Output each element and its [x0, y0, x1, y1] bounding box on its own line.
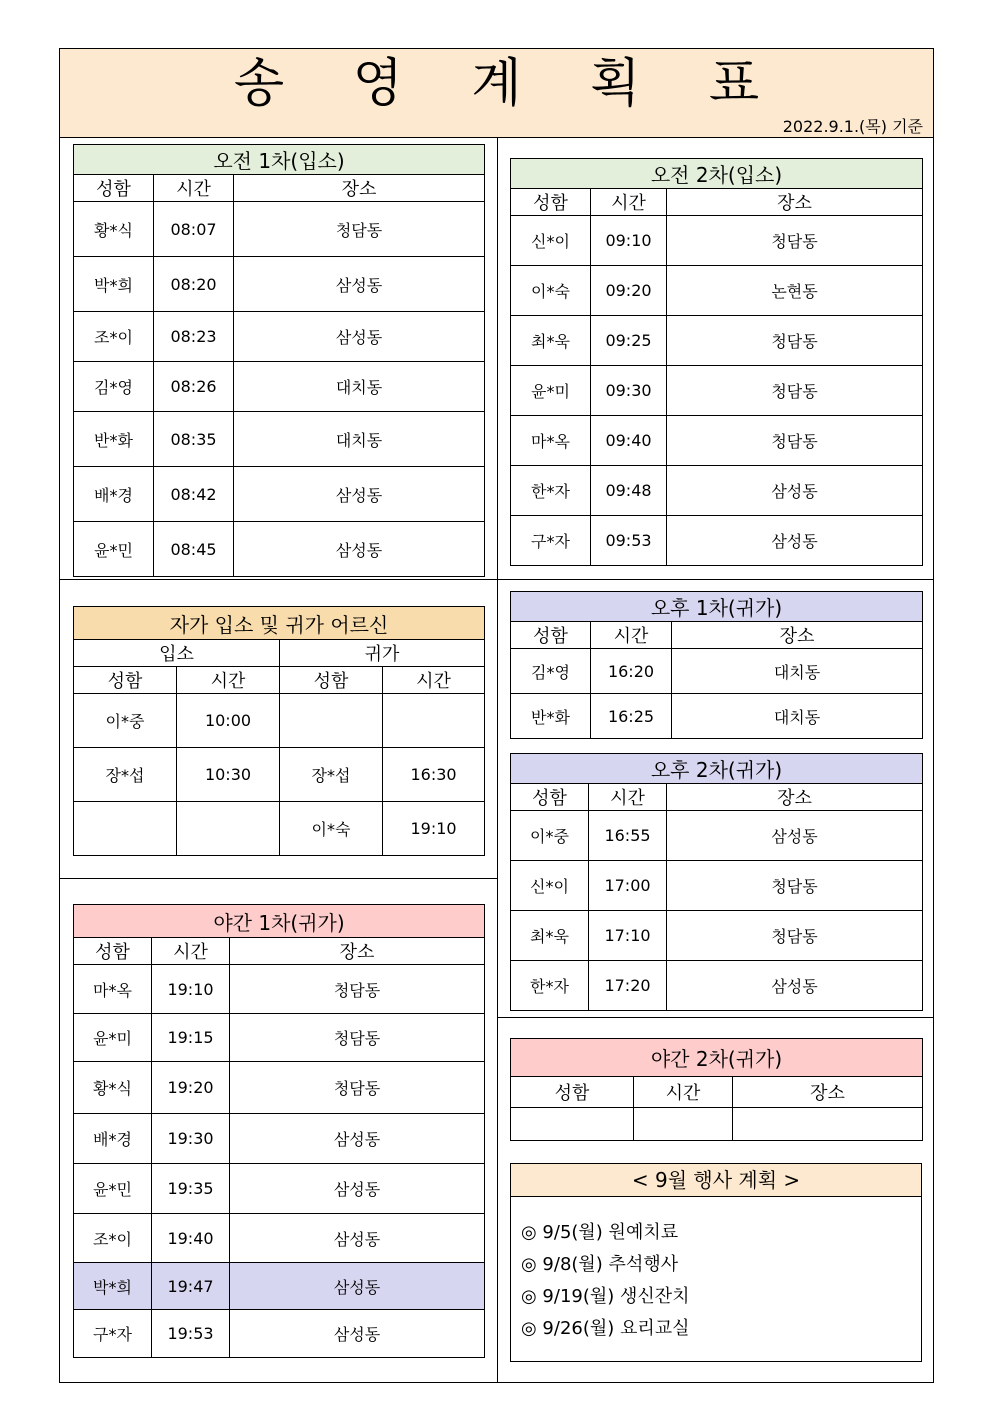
- col-name-header: 성함: [74, 667, 177, 694]
- section-divider-left-2: [60, 878, 497, 879]
- place-cell: 삼성동: [667, 516, 923, 566]
- event-item: ◎ 9/19(월) 생신잔치: [521, 1286, 690, 1307]
- time-cell: 16:55: [589, 811, 667, 861]
- table-row: [74, 1014, 485, 1062]
- time-cell: 09:48: [591, 466, 667, 516]
- time-cell: 16:25: [591, 694, 672, 739]
- table-row: [511, 316, 923, 366]
- time-cell: 16:20: [591, 649, 672, 694]
- name-cell: 조*이: [74, 1214, 152, 1263]
- name-cell: 이*중: [511, 811, 589, 861]
- time-cell: 19:47: [152, 1263, 230, 1310]
- section-divider-right-2: [497, 1017, 934, 1018]
- place-cell: 청담동: [230, 1062, 485, 1114]
- col-name-header: 성함: [511, 622, 591, 649]
- col-time-header: 시간: [152, 938, 230, 965]
- place-cell: 청담동: [230, 1014, 485, 1062]
- table-row: [74, 748, 485, 802]
- name-cell: 황*식: [74, 1062, 152, 1114]
- place-cell: 대치동: [234, 412, 485, 467]
- table-row: [511, 216, 923, 266]
- am2-title: 오전 2차(입소): [511, 159, 923, 189]
- name-cell: 조*이: [74, 312, 154, 362]
- name-cell: 윤*미: [74, 1014, 152, 1062]
- time-cell: 10:30: [177, 748, 280, 802]
- table-row: [511, 1108, 923, 1141]
- col-name-header: 성함: [511, 784, 589, 811]
- table-row: [74, 522, 485, 577]
- table-row: [511, 366, 923, 416]
- time-cell: [177, 802, 280, 856]
- time-cell: 19:10: [152, 965, 230, 1014]
- time-cell: [383, 694, 485, 748]
- name-cell: 이*숙: [511, 266, 591, 316]
- place-cell: 청담동: [667, 861, 923, 911]
- table-row: [74, 1310, 485, 1358]
- place-cell: 대치동: [672, 694, 923, 739]
- name-cell: 박*희: [74, 257, 154, 312]
- place-cell: 삼성동: [667, 466, 923, 516]
- pm1-schedule-table: [510, 591, 923, 739]
- place-cell: 삼성동: [230, 1310, 485, 1358]
- table-row: [511, 466, 923, 516]
- name-cell: 박*희: [74, 1263, 152, 1310]
- table-row: [511, 266, 923, 316]
- date-label: 2022.9.1.(목) 기준: [782, 117, 923, 136]
- table-row: [74, 412, 485, 467]
- time-cell: 09:30: [591, 366, 667, 416]
- time-cell: 17:00: [589, 861, 667, 911]
- name-cell: 황*식: [74, 202, 154, 257]
- place-cell: 삼성동: [667, 961, 923, 1011]
- col-time-header: 시간: [154, 175, 234, 202]
- time-cell: 16:30: [383, 748, 485, 802]
- place-cell: [733, 1108, 923, 1141]
- self-title: 자가 입소 및 귀가 어르신: [74, 607, 485, 640]
- header: [60, 49, 933, 138]
- table-row: [74, 257, 485, 312]
- name-cell: 윤*미: [511, 366, 591, 416]
- place-cell: 청담동: [667, 316, 923, 366]
- time-cell: 17:20: [589, 961, 667, 1011]
- place-cell: 대치동: [234, 362, 485, 412]
- table-row: [511, 811, 923, 861]
- name-cell: 구*자: [74, 1310, 152, 1358]
- place-cell: 삼성동: [230, 1114, 485, 1164]
- time-cell: 08:07: [154, 202, 234, 257]
- name-cell: 최*욱: [511, 316, 591, 366]
- col-name-header: 성함: [74, 938, 152, 965]
- pm2-title: 오후 2차(귀가): [511, 754, 923, 784]
- table-row: [511, 961, 923, 1011]
- col-place-header: 장소: [667, 784, 923, 811]
- col-time-header: 시간: [383, 667, 485, 694]
- name-cell: 이*중: [74, 694, 177, 748]
- place-cell: 삼성동: [230, 1164, 485, 1214]
- name-cell: 김*영: [74, 362, 154, 412]
- time-cell: 08:20: [154, 257, 234, 312]
- name-cell: 김*영: [511, 649, 591, 694]
- place-cell: 대치동: [672, 649, 923, 694]
- col-name-header: 성함: [511, 189, 591, 216]
- table-row: [74, 1164, 485, 1214]
- night1-schedule-table: [73, 904, 485, 1358]
- name-cell: 한*자: [511, 961, 589, 1011]
- name-cell: 마*옥: [74, 965, 152, 1014]
- name-cell: 윤*민: [74, 1164, 152, 1214]
- place-cell: 삼성동: [234, 467, 485, 522]
- col-place-header: 장소: [672, 622, 923, 649]
- night2-schedule-table: [510, 1038, 923, 1141]
- events-title: < 9월 행사 계획 >: [511, 1164, 921, 1197]
- name-cell: 최*욱: [511, 911, 589, 961]
- name-cell: 마*옥: [511, 416, 591, 466]
- name-cell: 배*경: [74, 467, 154, 522]
- place-cell: 삼성동: [234, 257, 485, 312]
- col-place-header: 장소: [234, 175, 485, 202]
- place-cell: 삼성동: [667, 811, 923, 861]
- name-cell: 반*화: [74, 412, 154, 467]
- table-row: [74, 202, 485, 257]
- time-cell: 09:53: [591, 516, 667, 566]
- col-time-header: 시간: [591, 622, 672, 649]
- section-divider-right-1: [497, 579, 934, 580]
- name-cell: 이*숙: [280, 802, 383, 856]
- name-cell: 반*화: [511, 694, 591, 739]
- table-row: [74, 965, 485, 1014]
- time-cell: 09:10: [591, 216, 667, 266]
- time-cell: 19:40: [152, 1214, 230, 1263]
- time-cell: 10:00: [177, 694, 280, 748]
- time-cell: 17:10: [589, 911, 667, 961]
- time-cell: 08:26: [154, 362, 234, 412]
- time-cell: 08:35: [154, 412, 234, 467]
- table-row: [511, 416, 923, 466]
- name-cell: 장*섭: [280, 748, 383, 802]
- name-cell: [511, 1108, 634, 1141]
- self-transport-table: [73, 606, 485, 856]
- col-time-header: 시간: [591, 189, 667, 216]
- name-cell: 한*자: [511, 466, 591, 516]
- time-cell: 19:53: [152, 1310, 230, 1358]
- table-row: [74, 1214, 485, 1263]
- section-divider-left-1: [60, 579, 497, 580]
- events-box: [510, 1163, 922, 1362]
- time-cell: 09:40: [591, 416, 667, 466]
- place-cell: 청담동: [230, 965, 485, 1014]
- table-row-highlighted: [74, 1263, 485, 1310]
- name-cell: [280, 694, 383, 748]
- place-cell: 청담동: [667, 366, 923, 416]
- time-cell: 08:23: [154, 312, 234, 362]
- pm2-schedule-table: [510, 753, 923, 1011]
- night2-title: 야간 2차(귀가): [511, 1039, 923, 1077]
- time-cell: 19:15: [152, 1014, 230, 1062]
- table-row: [511, 911, 923, 961]
- name-cell: 신*이: [511, 861, 589, 911]
- place-cell: 삼성동: [234, 312, 485, 362]
- time-cell: 09:20: [591, 266, 667, 316]
- place-cell: 삼성동: [230, 1214, 485, 1263]
- event-item: ◎ 9/26(월) 요리교실: [521, 1318, 690, 1339]
- self-in-header: 입소: [74, 640, 280, 667]
- time-cell: 19:10: [383, 802, 485, 856]
- table-row: [74, 1062, 485, 1114]
- table-row: [74, 467, 485, 522]
- time-cell: 08:45: [154, 522, 234, 577]
- place-cell: 논현동: [667, 266, 923, 316]
- col-place-header: 장소: [667, 189, 923, 216]
- time-cell: [634, 1108, 733, 1141]
- event-item: ◎ 9/8(월) 추석행사: [521, 1254, 679, 1275]
- time-cell: 08:42: [154, 467, 234, 522]
- name-cell: [74, 802, 177, 856]
- place-cell: 삼성동: [230, 1263, 485, 1310]
- place-cell: 청담동: [234, 202, 485, 257]
- table-row: [74, 802, 485, 856]
- table-row: [74, 1114, 485, 1164]
- name-cell: 구*자: [511, 516, 591, 566]
- time-cell: 09:25: [591, 316, 667, 366]
- self-out-header: 귀가: [280, 640, 485, 667]
- place-cell: 청담동: [667, 216, 923, 266]
- night1-title: 야간 1차(귀가): [74, 905, 485, 938]
- table-row: [511, 694, 923, 739]
- col-place-header: 장소: [733, 1077, 923, 1108]
- col-name-header: 성함: [511, 1077, 634, 1108]
- time-cell: 19:30: [152, 1114, 230, 1164]
- col-time-header: 시간: [634, 1077, 733, 1108]
- name-cell: 윤*민: [74, 522, 154, 577]
- table-row: [511, 649, 923, 694]
- am2-schedule-table: [510, 158, 923, 566]
- table-row: [511, 861, 923, 911]
- place-cell: 청담동: [667, 416, 923, 466]
- time-cell: 19:20: [152, 1062, 230, 1114]
- time-cell: 19:35: [152, 1164, 230, 1214]
- pm1-title: 오후 1차(귀가): [511, 592, 923, 622]
- col-time-header: 시간: [177, 667, 280, 694]
- name-cell: 신*이: [511, 216, 591, 266]
- am1-title: 오전 1차(입소): [74, 145, 485, 175]
- place-cell: 청담동: [667, 911, 923, 961]
- event-item: ◎ 9/5(월) 원예치료: [521, 1222, 679, 1243]
- table-row: [511, 516, 923, 566]
- table-row: [74, 694, 485, 748]
- table-row: [74, 362, 485, 412]
- col-place-header: 장소: [230, 938, 485, 965]
- name-cell: 배*경: [74, 1114, 152, 1164]
- col-time-header: 시간: [589, 784, 667, 811]
- am1-schedule-table: [73, 144, 485, 577]
- col-name-header: 성함: [280, 667, 383, 694]
- page-title: 송 영 계 획 표: [233, 54, 786, 114]
- name-cell: 장*섭: [74, 748, 177, 802]
- column-divider: [497, 138, 498, 1383]
- place-cell: 삼성동: [234, 522, 485, 577]
- col-name-header: 성함: [74, 175, 154, 202]
- table-row: [74, 312, 485, 362]
